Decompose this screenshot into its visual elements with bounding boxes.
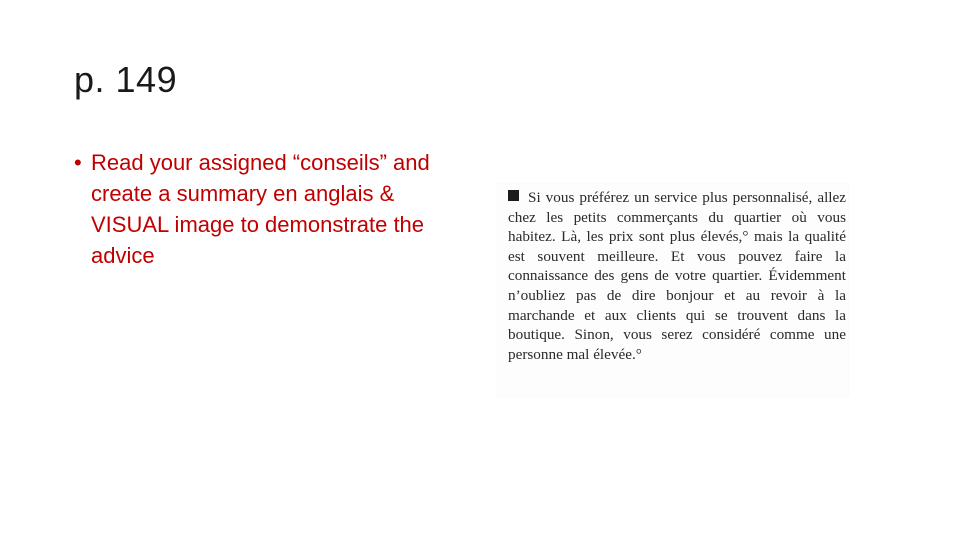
textbook-excerpt-image: [498, 184, 848, 396]
excerpt-text: Si vous préférez un service plus personnalisé, allez chez les petits commerçants du quartier où vous habitez. Là, les prix sont plus élevés,° mais la qualité est souvent meilleure. Et vous pouvez faire la connaissance des gens de votre quartier. Évidemment n’oubliez pas de dire bonjour et au revoir à la marchande et aux clients qui se trouvent dans la boutique. Sinon, vous serez considéré comme une personne mal élevée.°: [508, 189, 846, 363]
square-bullet-icon: [508, 190, 519, 201]
bullet-list: [74, 147, 474, 271]
slide-title: p. 149: [74, 59, 178, 100]
bullet-item: [74, 147, 474, 271]
bullet-dot-icon: •: [74, 150, 82, 175]
excerpt-paragraph: [508, 188, 846, 364]
bullet-text: Read your assigned “conseils” and create a summary en anglais & VISUAL image to demonstrate the advice: [91, 150, 430, 268]
